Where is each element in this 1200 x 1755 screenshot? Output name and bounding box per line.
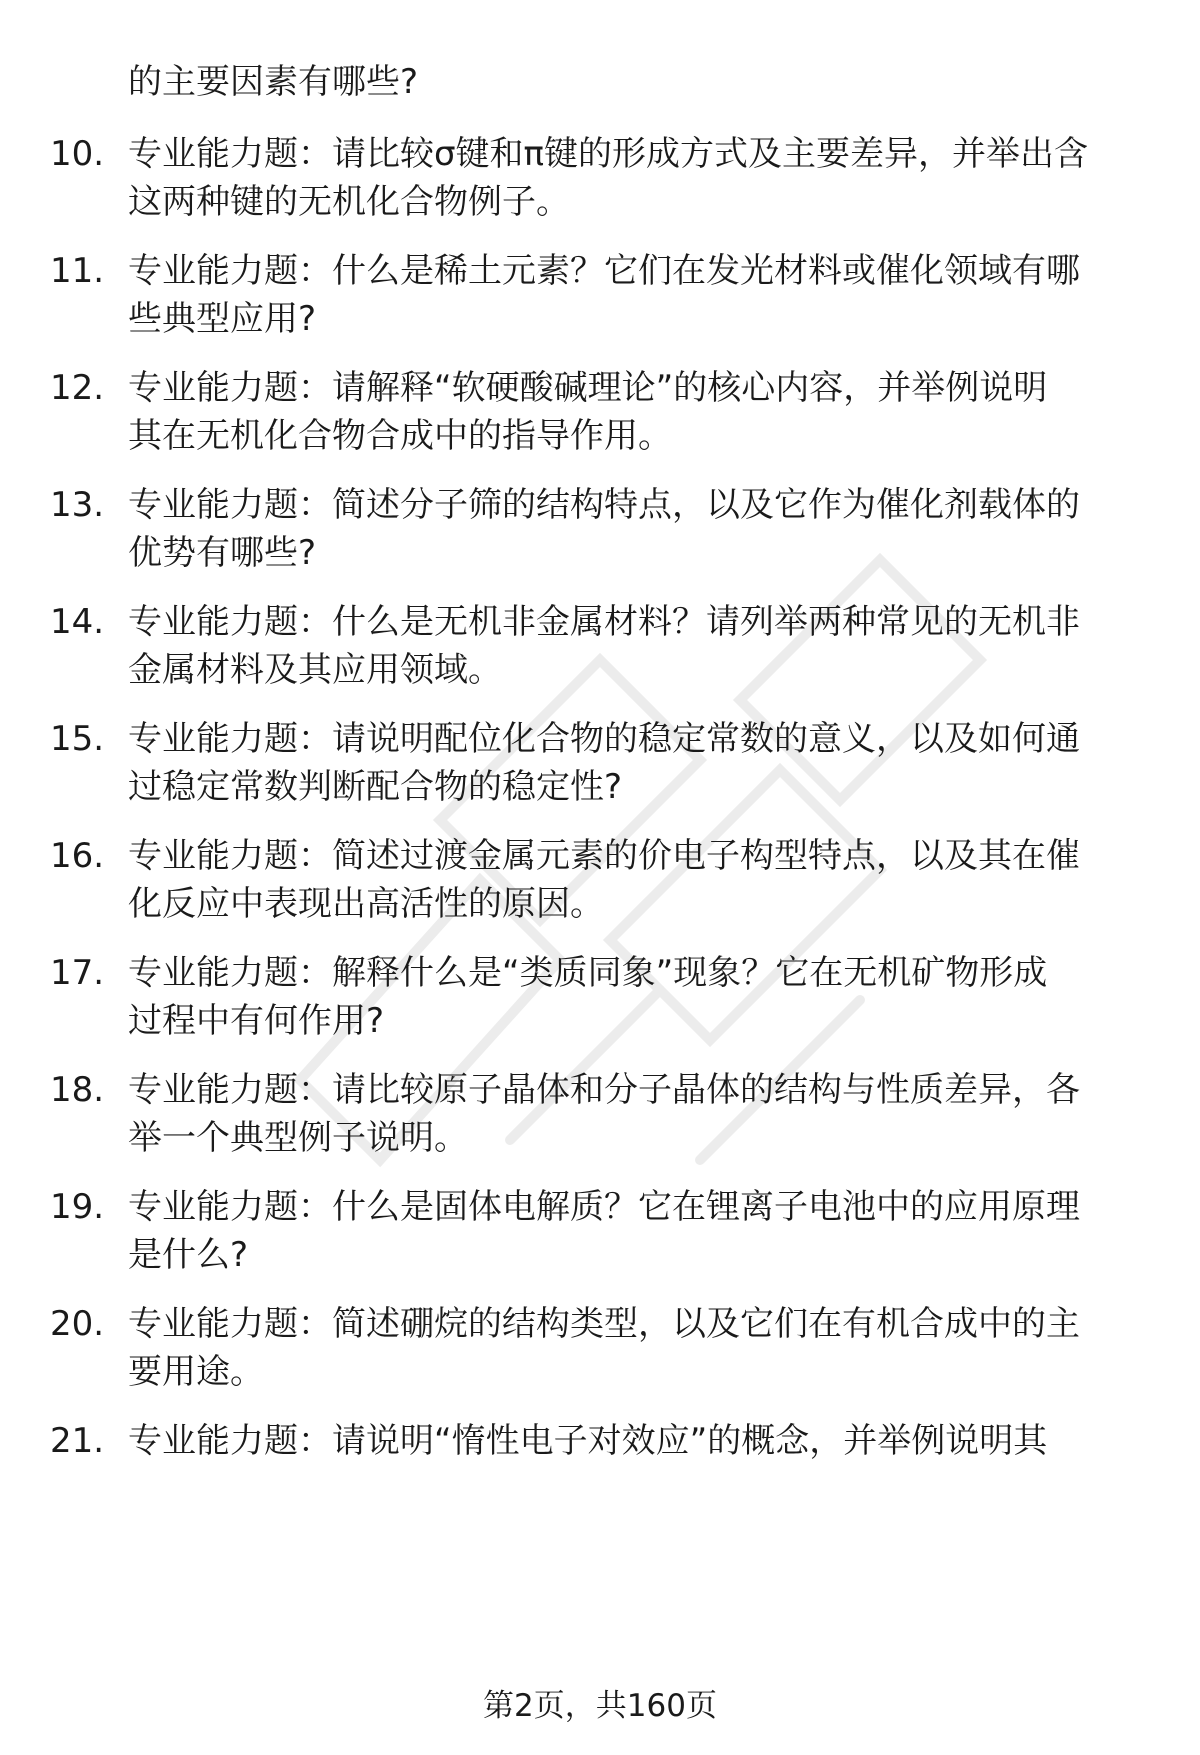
question-line: 专业能力题：什么是固体电解质？它在锂离子电池中的应用原理 [128,1187,1080,1227]
question-line: 专业能力题：请比较σ键和π键的形成方式及主要差异，并举出含 [128,134,1089,174]
question-number: 17. [50,953,105,993]
question-number: 10. [50,134,105,174]
question-text [128,715,1148,811]
question-line: 专业能力题：什么是稀土元素？它们在发光材料或催化领域有哪 [128,251,1080,291]
question-text [128,247,1148,343]
question-text [128,481,1148,577]
question-line: 过程中有何作用? [128,1001,385,1041]
question-line: 专业能力题：请比较原子晶体和分子晶体的结构与性质差异，各 [128,1070,1080,1110]
question-text [128,832,1148,928]
question-number: 14. [50,602,105,642]
question-text [128,598,1148,694]
question-text [128,1183,1148,1279]
question-line: 专业能力题：解释什么是“类质同象”现象？它在无机矿物形成 [128,953,1048,993]
question-text [128,949,1148,1045]
question-line: 专业能力题：请解释“软硬酸碱理论”的核心内容，并举例说明 [128,368,1048,408]
question-number: 18. [50,1070,105,1110]
question-line: 举一个典型例子说明。 [128,1118,468,1158]
question-text [128,130,1148,226]
question-number: 11. [50,251,105,291]
question-number: 20. [50,1304,105,1344]
question-line: 这两种键的无机化合物例子。 [128,182,570,222]
question-line: 过稳定常数判断配合物的稳定性? [128,767,623,807]
question-line: 专业能力题：什么是无机非金属材料？请列举两种常见的无机非 [128,602,1080,642]
question-number: 13. [50,485,105,525]
question-line: 优势有哪些? [128,533,317,573]
question-line: 专业能力题：请说明配位化合物的稳定常数的意义，以及如何通 [128,719,1080,759]
page-footer: 第2页，共160页 [483,1688,717,1724]
question-text [128,1417,1148,1465]
question-line: 要用途。 [128,1352,264,1392]
question-text [128,1066,1148,1162]
continuation-line: 的主要因素有哪些? [128,62,419,102]
question-line: 专业能力题：简述过渡金属元素的价电子构型特点，以及其在催 [128,836,1080,876]
question-number: 21. [50,1421,105,1461]
question-line: 是什么? [128,1235,249,1275]
question-line: 专业能力题：简述分子筛的结构特点，以及它作为催化剂载体的 [128,485,1080,525]
question-text [128,1300,1148,1396]
question-number: 12. [50,368,105,408]
question-line: 专业能力题：请说明“惰性电子对效应”的概念，并举例说明其 [128,1421,1048,1461]
question-line: 些典型应用? [128,299,317,339]
question-number: 19. [50,1187,105,1227]
question-number: 16. [50,836,105,876]
question-line: 其在无机化合物合成中的指导作用。 [128,416,672,456]
question-number: 15. [50,719,105,759]
question-text [128,364,1148,460]
question-line: 金属材料及其应用领域。 [128,650,502,690]
question-line: 专业能力题：简述硼烷的结构类型，以及它们在有机合成中的主 [128,1304,1080,1344]
question-line: 化反应中表现出高活性的原因。 [128,884,604,924]
